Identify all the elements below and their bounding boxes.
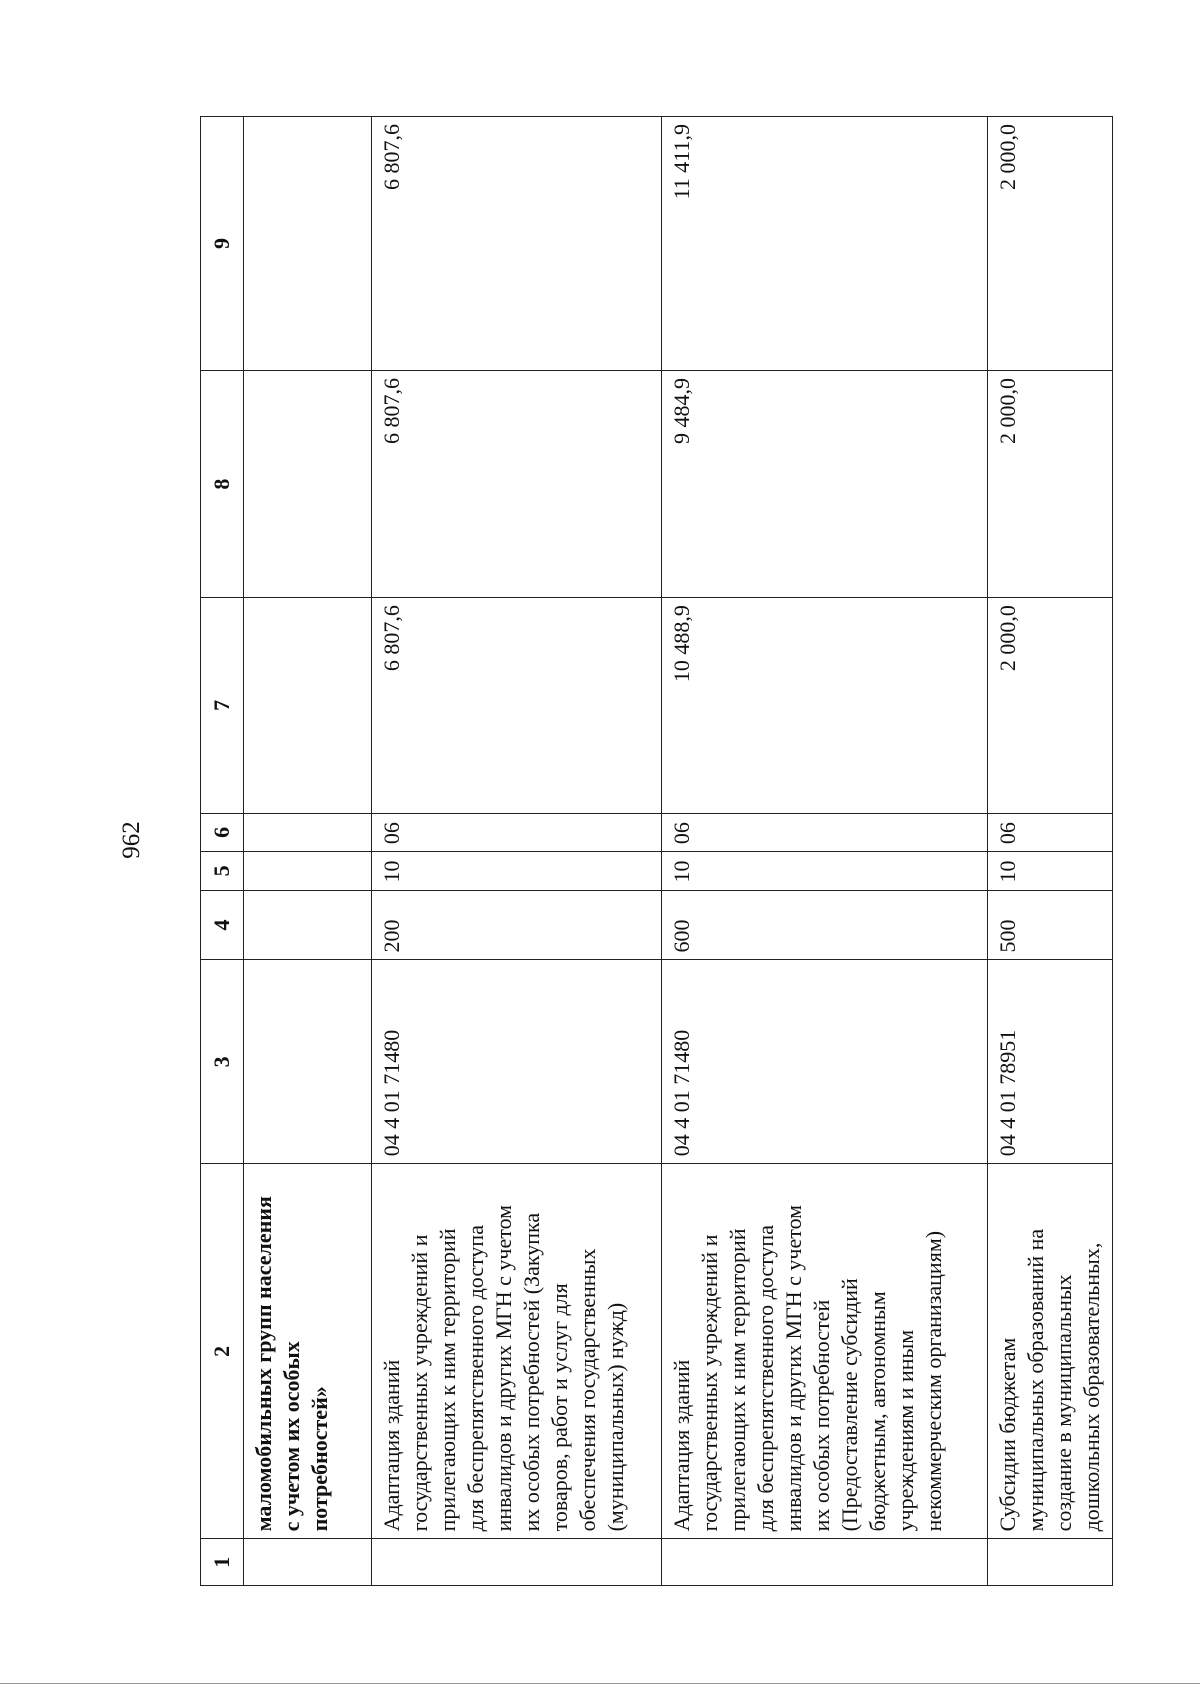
cell-amount-9: 6 807,6 <box>372 117 662 371</box>
header-col-9: 9 <box>201 117 244 371</box>
cell-expense-type: 600 <box>662 890 988 960</box>
cell-section <box>244 852 372 890</box>
cell-code: 04 4 01 71480 <box>662 960 988 1164</box>
rotated-table-area <box>200 116 1103 1586</box>
header-col-6: 6 <box>201 813 244 851</box>
header-row <box>201 117 244 1586</box>
cell-amount-7: 10 488,9 <box>662 598 988 814</box>
cell-amount-7 <box>244 598 372 814</box>
header-col-1: 1 <box>201 1539 244 1586</box>
cell-subsection: 06 <box>662 813 988 851</box>
cell-amount-8: 2 000,0 <box>988 371 1113 598</box>
cell-number <box>662 1539 988 1586</box>
scan-edge-divider <box>0 1683 1200 1684</box>
table-row <box>244 117 372 1586</box>
cell-description: Адаптация зданий государственных учреждений и прилегающих к ним территорий для беспрепятственного доступа инвалидов и других МГН с учетом их особых потребностей (Закупка товаров, работ и услуг для обеспечения государственных (муниципальных) нужд) <box>372 1164 662 1539</box>
cell-expense-type <box>244 890 372 960</box>
cell-code: 04 4 01 71480 <box>372 960 662 1164</box>
budget-table <box>200 116 1113 1586</box>
cell-amount-8: 6 807,6 <box>372 371 662 598</box>
table-row <box>988 117 1113 1586</box>
header-col-5: 5 <box>201 852 244 890</box>
cell-description: Адаптация зданий государственных учреждений и прилегающих к ним территорий для беспрепятственного доступа инвалидов и других МГН с учетом их особых потребностей (Предоставление субсидий бюджетным, автономным учреждениям и иным некоммерческим организациям) <box>662 1164 988 1539</box>
header-col-4: 4 <box>201 890 244 960</box>
cell-amount-9 <box>244 117 372 371</box>
cell-amount-7: 2 000,0 <box>988 598 1113 814</box>
header-col-3: 3 <box>201 960 244 1164</box>
cell-expense-type: 200 <box>372 890 662 960</box>
cell-description: Субсидии бюджетам муниципальных образований на создание в муниципальных дошкольных образовательных, <box>988 1164 1113 1539</box>
cell-amount-8 <box>244 371 372 598</box>
page-number: 962 <box>117 821 145 859</box>
header-col-8: 8 <box>201 371 244 598</box>
table-row <box>372 117 662 1586</box>
header-col-2: 2 <box>201 1164 244 1539</box>
cell-description: маломобильных групп населения с учетом их особых потребностей» <box>244 1164 372 1539</box>
cell-subsection: 06 <box>372 813 662 851</box>
header-col-7: 7 <box>201 598 244 814</box>
cell-number <box>372 1539 662 1586</box>
cell-amount-9: 2 000,0 <box>988 117 1113 371</box>
cell-amount-9: 11 411,9 <box>662 117 988 371</box>
table-wrapper <box>200 116 1103 1586</box>
cell-number <box>244 1539 372 1586</box>
cell-expense-type: 500 <box>988 890 1113 960</box>
cell-section: 10 <box>988 852 1113 890</box>
cell-subsection: 06 <box>988 813 1113 851</box>
cell-amount-7: 6 807,6 <box>372 598 662 814</box>
cell-number <box>988 1539 1113 1586</box>
table-row <box>662 117 988 1586</box>
cell-code <box>244 960 372 1164</box>
cell-section: 10 <box>372 852 662 890</box>
cell-subsection <box>244 813 372 851</box>
cell-amount-8: 9 484,9 <box>662 371 988 598</box>
cell-section: 10 <box>662 852 988 890</box>
cell-code: 04 4 01 78951 <box>988 960 1113 1164</box>
